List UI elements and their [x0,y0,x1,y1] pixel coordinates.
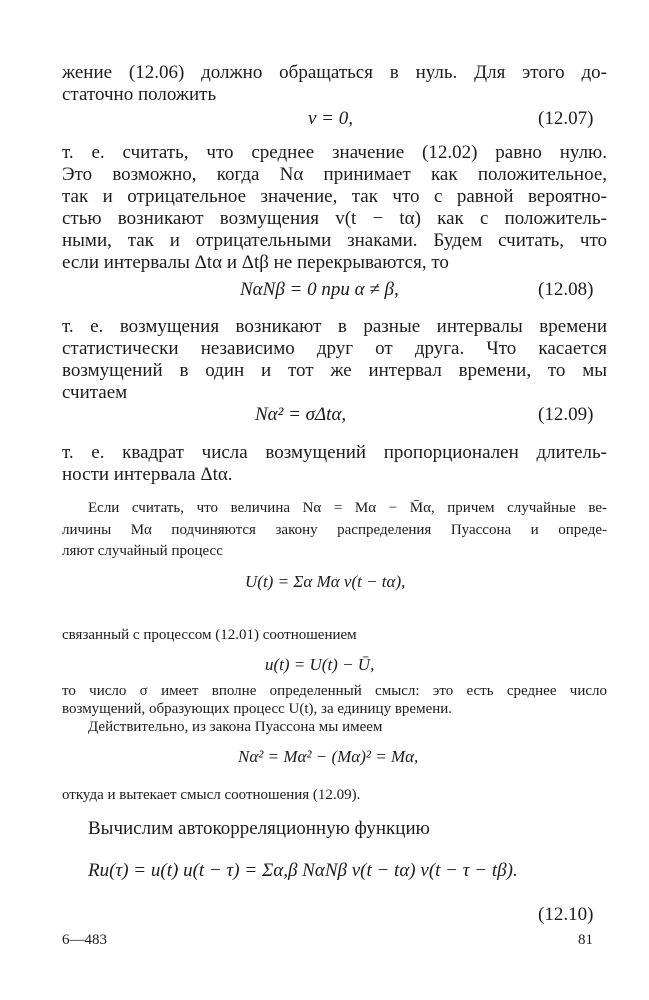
text-line: Вычислим автокорреляционную функцию [88,818,430,839]
equation-U: U(t) = Σα Mα v(t − tα), [245,572,406,591]
equation-number: (12.09) [538,404,594,425]
small-text-line: Если считать, что величина Nα = Mα − M̄α, причем случайные ве- [88,500,607,516]
text-line: возмущений в один и тот же интервал времени, то мы [62,360,607,381]
text-line: т. е. квадрат числа возмущений пропорционален длитель- [62,442,607,463]
small-text-line: связанный с процессом (12.01) соотношением [62,627,357,643]
small-text-line: то число σ имеет вполне определенный смысл: это есть среднее число [62,683,607,699]
text-line: ными, так и отрицательными знаками. Будем считать, что [62,230,607,251]
small-text-line: Действительно, из закона Пуассона мы имеем [88,719,383,735]
small-text-line: откуда и вытекает смысл соотношения (12.09). [62,787,361,803]
equation-u: u(t) = U(t) − Ū, [265,655,375,674]
small-text-line: личины Mα подчиняются закону распределения Пуассона и опреде- [62,522,607,538]
equation-poisson: Nα² = Mα² − (Mα)² = Mα, [238,747,419,766]
printer-signature: 6—483 [62,932,107,948]
page-number: 81 [578,932,593,948]
text-line: т. е. возмущения возникают в разные интервалы времени [62,316,607,337]
equation-number: (12.10) [538,904,594,925]
text-line: статочно положить [62,84,217,105]
equation-number: (12.08) [538,279,594,300]
text-line: считаем [62,382,128,403]
small-text-line: возмущений, образующих процесс U(t), за единицу времени. [62,701,453,717]
equation-12-09: Nα² = σΔtα, [255,404,347,425]
text-line: жение (12.06) должно обращаться в нуль. Для этого до- [62,62,607,83]
equation-12-08: NαNβ = 0 при α ≠ β, [240,279,399,300]
text-line: если интервалы Δtα и Δtβ не перекрываются, то [62,252,449,273]
equation-number: (12.07) [538,108,594,129]
equation-12-07: ν = 0, [308,108,354,129]
equation-12-10: Ru(τ) = u(t) u(t − τ) = Σα,β NαNβ v(t − tα) v(t − τ − tβ). [88,860,518,881]
text-line: так и отрицательное значение, так что с равной вероятно- [62,186,607,207]
text-line: статистически независимо друг от друга. Что касается [62,338,607,359]
small-text-line: ляют случайный процесс [62,543,223,559]
text-line: стью возникают возмущения v(t − tα) как с положитель- [62,208,607,229]
text-line: т. е. считать, что среднее значение (12.02) равно нулю. [62,142,607,163]
text-line: Это возможно, когда Nα принимает как положительное, [62,164,607,185]
text-line: ности интервала Δtα. [62,464,233,485]
